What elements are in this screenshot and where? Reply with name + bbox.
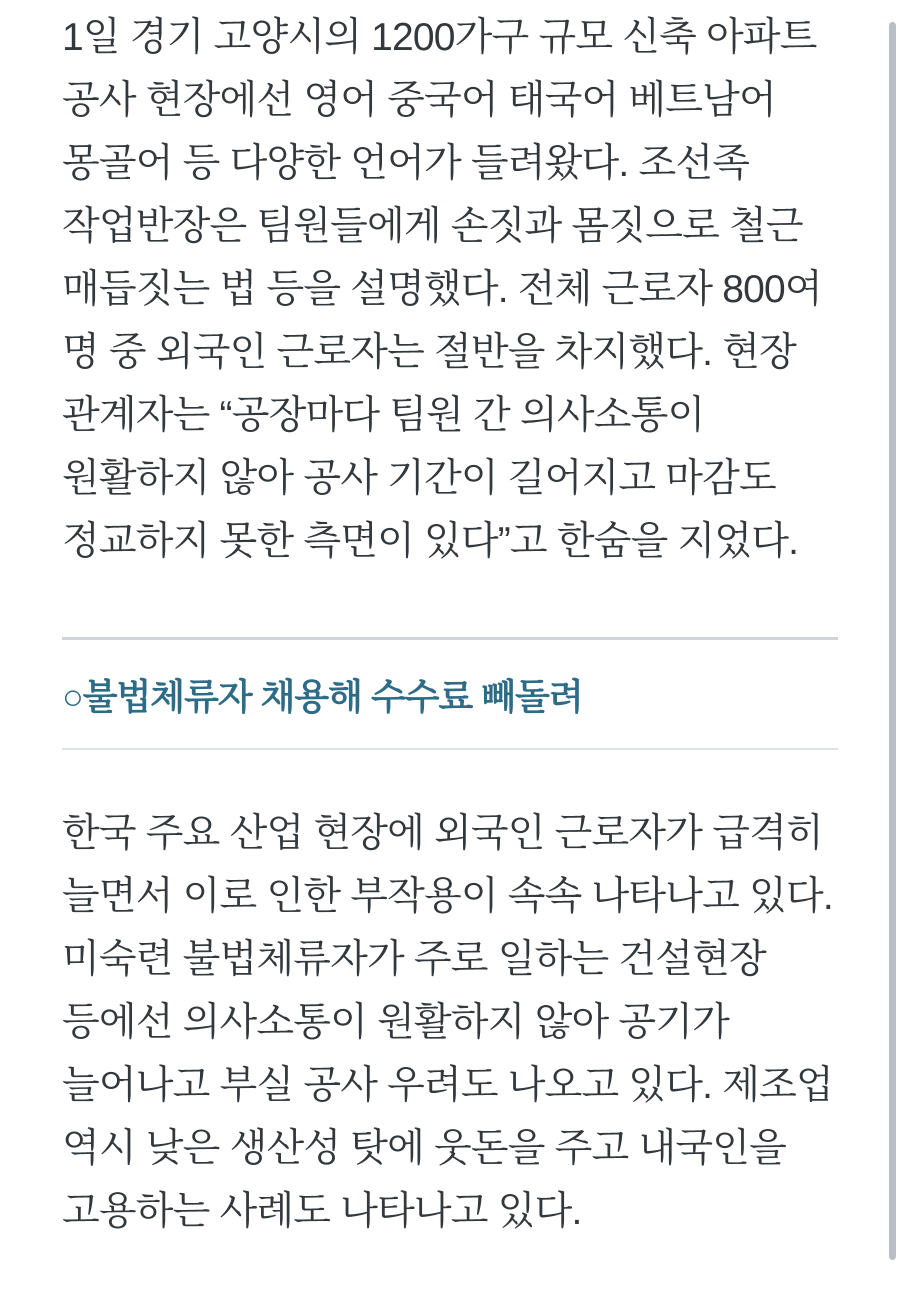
subheading-container (62, 640, 838, 748)
article-paragraph-2: 한국 주요 산업 현장에 외국인 근로자가 급격히 늘면서 이로 인한 부작용이 속속 나타나고 있다. 미숙련 불법체류자가 주로 일하는 건설현장 등에선 의사소통이 원활하지 않아 공기가 늘어나고 부실 공사 우려도 나오고 있다. 제조업 역시 낮은 생산성 탓에 웃돈을 주고 내국인을 고용하는 사례도 나타나고 있다. (62, 812, 833, 1233)
vertical-scrollbar[interactable] (886, 0, 900, 1303)
article-paragraph-1: 1일 경기 고양시의 1200가구 규모 신축 아파트 공사 현장에선 영어 중국어 태국어 베트남어 몽골어 등 다양한 언어가 들려왔다. 조선족 작업반장은 팀원들에게 손짓과 몸짓으로 철근 매듭짓는 법 등을 설명했다. 전체 근로자 800여 명 중 외국인 근로자는 절반을 차지했다. 현장 관계자는 “공장마다 팀원 간 의사소통이 원활하지 않아 공사 기간이 길어지고 마감도 정교하지 못한 측면이 있다”고 한숨을 지었다. (62, 16, 822, 563)
scrollbar-thumb[interactable] (889, 22, 896, 1260)
article-subheading: ○불법체류자 채용해 수수료 빼돌려 (62, 676, 583, 717)
